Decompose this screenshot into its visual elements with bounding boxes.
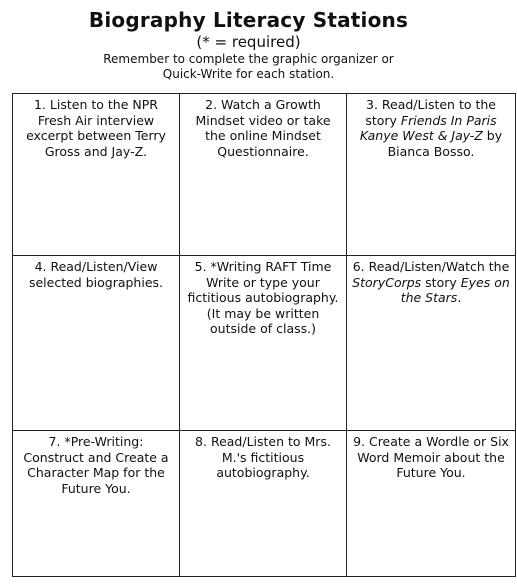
- stations-row: [13, 94, 516, 256]
- page-title: Biography Literacy Stations: [88, 8, 409, 32]
- instructions: [0, 52, 497, 82]
- station-3-story-title: Friends In Paris Kanye West & Jay-Z: [359, 112, 497, 143]
- stations-grid: [12, 93, 516, 577]
- station-6-text-mid: story: [421, 274, 461, 290]
- station-9: [347, 431, 516, 577]
- station-6-text-post: .: [457, 290, 462, 305]
- station-5-text: 5. *Writing RAFT Time Write or type your fictitious autobiography. (It may be written outside of class.): [187, 259, 339, 336]
- station-4-text: 4. Read/Listen/View selected biographies.: [28, 259, 164, 290]
- station-6: [347, 256, 516, 431]
- instruction-line-2: Quick-Write for each station.: [162, 67, 335, 81]
- stations-row: [13, 256, 516, 431]
- station-2-text: 2. Watch a Growth Mindset video or take the online Mindset Questionnaire.: [195, 97, 331, 159]
- station-4: [13, 256, 180, 431]
- station-3: [347, 94, 516, 256]
- station-1: [13, 94, 180, 256]
- station-6-text-pre: 6. Read/Listen/Watch the: [352, 259, 510, 274]
- station-6-storycorps: StoryCorps: [352, 274, 422, 290]
- station-8: [180, 431, 347, 577]
- station-2: [180, 94, 347, 256]
- station-7-text: 7. *Pre-Writing: Construct and Create a Character Map for the Future You.: [23, 434, 169, 496]
- station-5: [180, 256, 347, 431]
- station-6-story-title: Eyes on the Stars: [400, 274, 510, 305]
- station-3-text-post: by Bianca Bosso.: [387, 128, 503, 159]
- station-8-text: 8. Read/Listen to Mrs. M.'s fictitious autobiography.: [195, 434, 331, 480]
- stations-row: [13, 431, 516, 577]
- station-9-text: 9. Create a Wordle or Six Word Memoir about the Future You.: [353, 434, 509, 480]
- station-3-text-pre: 3. Read/Listen to the story: [365, 97, 496, 128]
- station-1-text: 1. Listen to the NPR Fresh Air interview excerpt between Terry Gross and Jay-Z.: [26, 97, 166, 159]
- instruction-line-1: Remember to complete the graphic organizer or: [103, 52, 394, 66]
- station-7: [13, 431, 180, 577]
- required-legend: (* = required): [196, 33, 301, 51]
